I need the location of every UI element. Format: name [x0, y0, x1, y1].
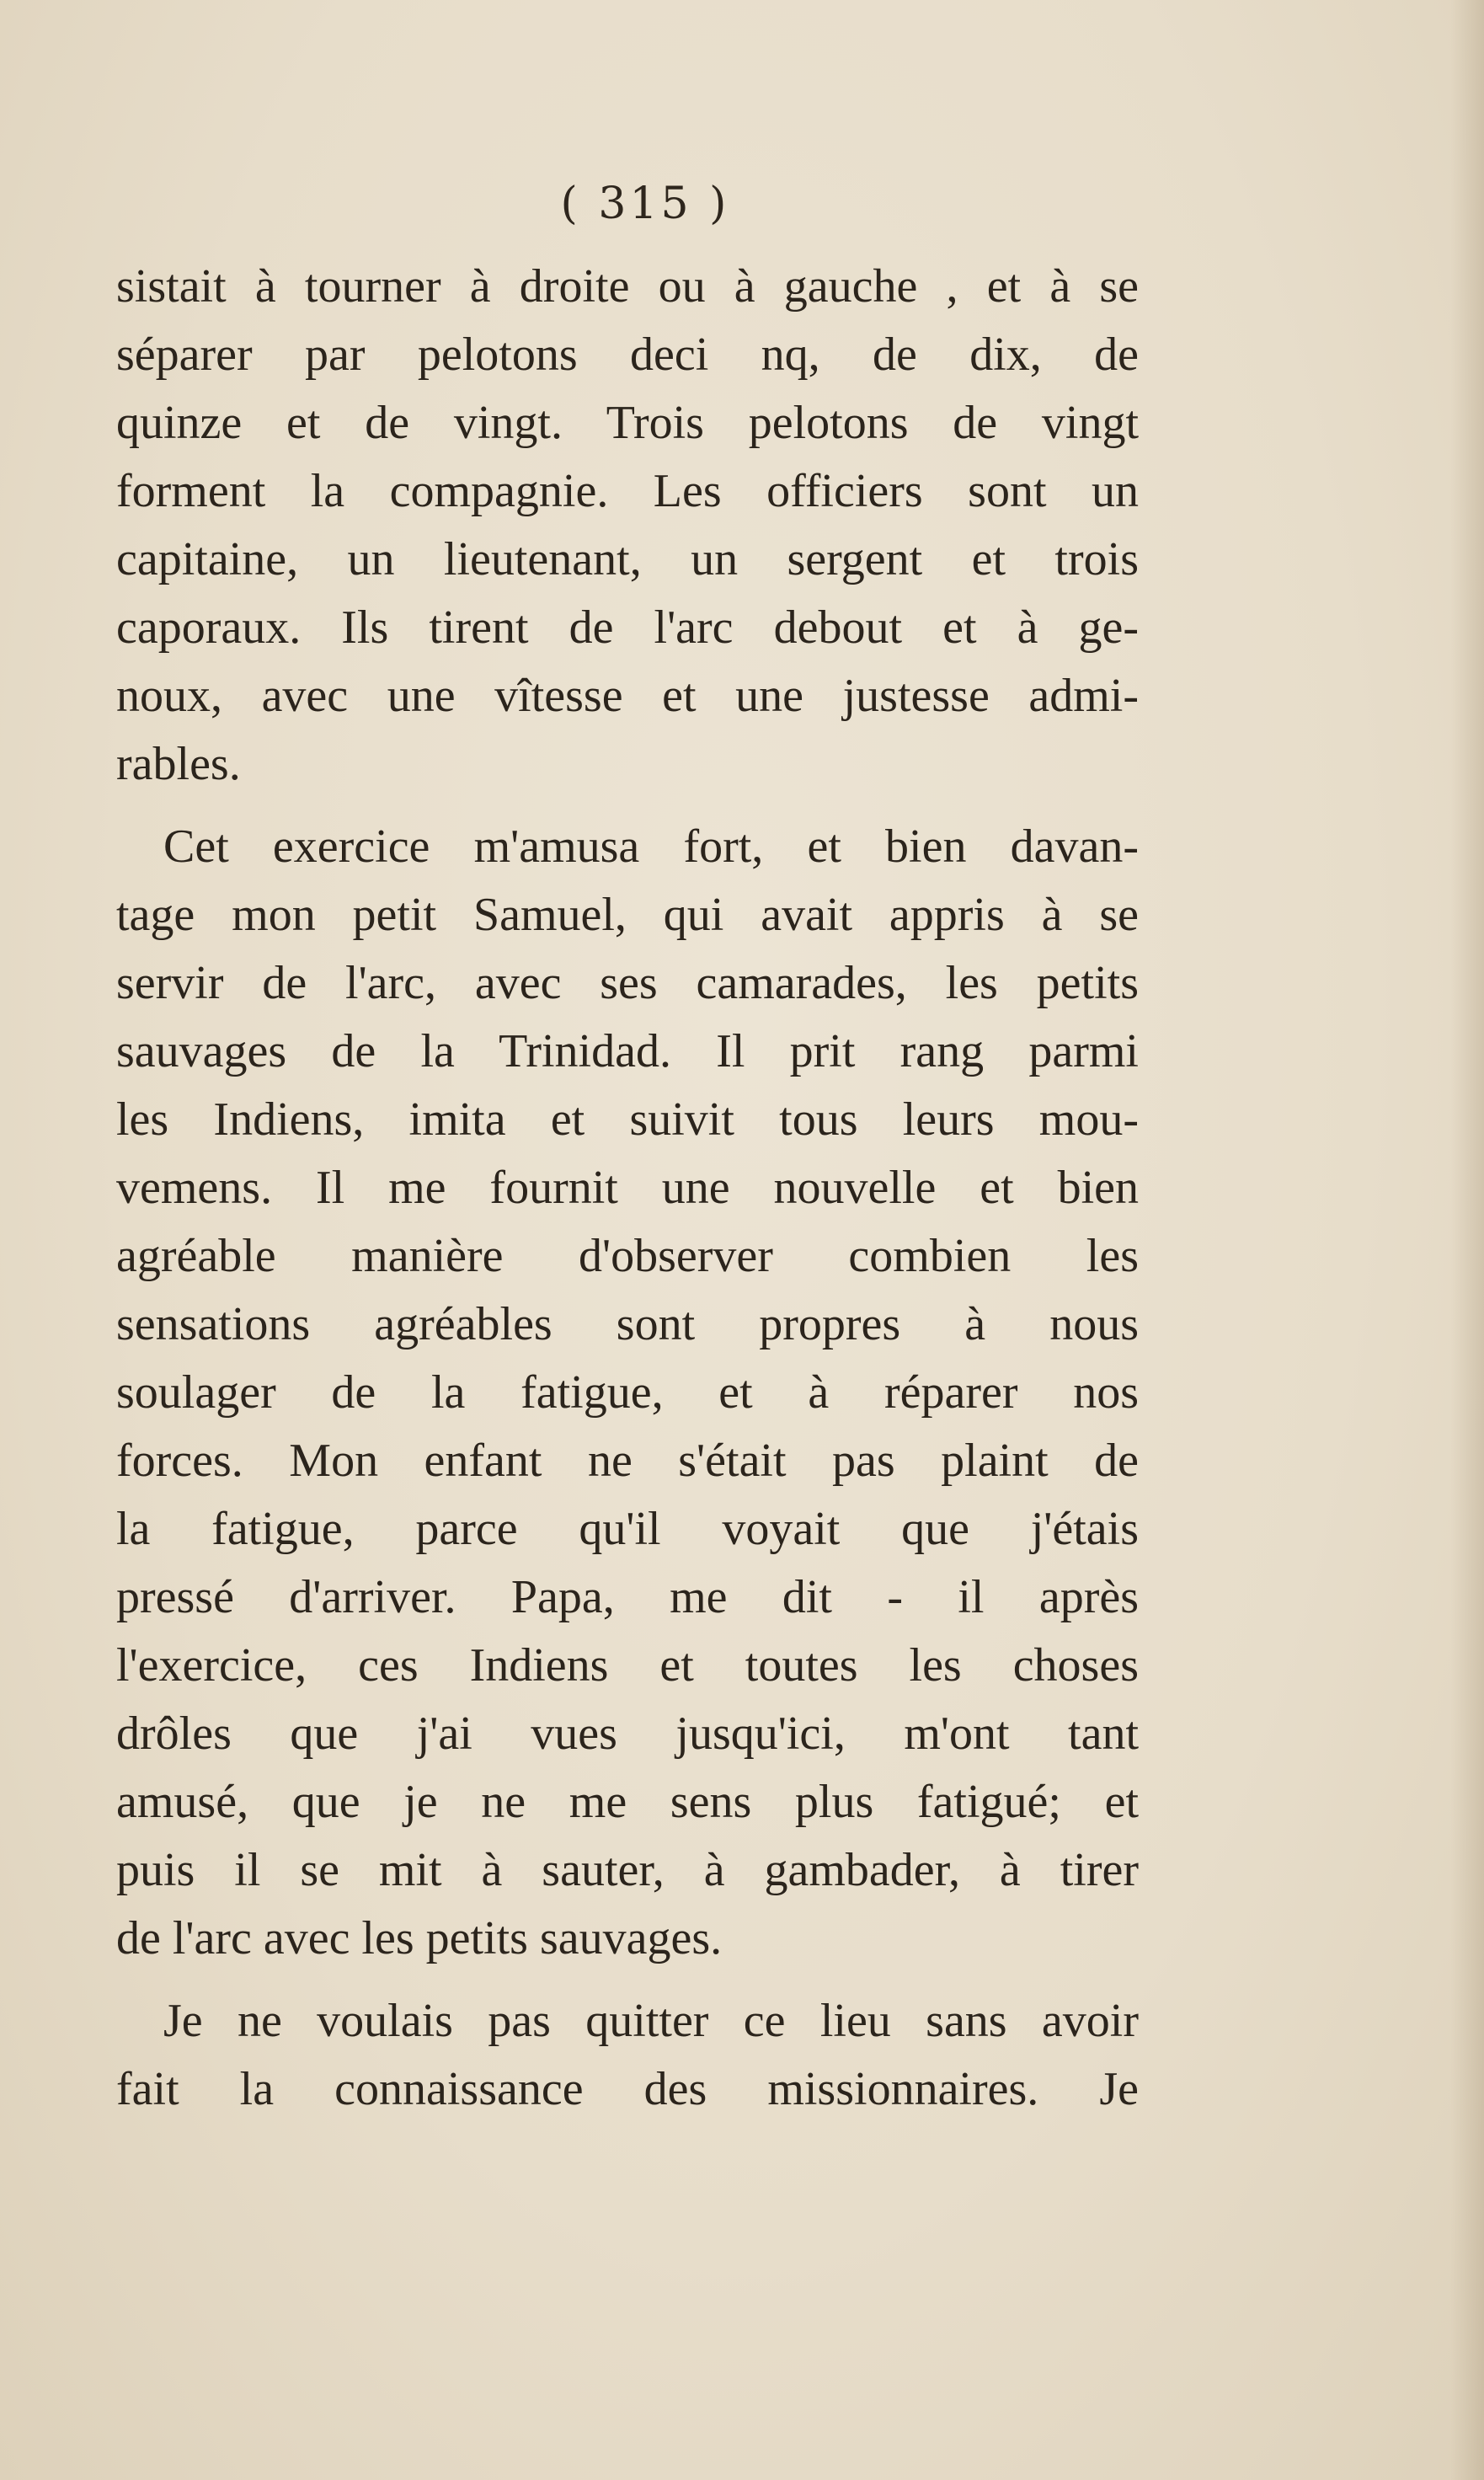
text-line: vemens. Il me fournit une nouvelle et bien	[116, 1162, 1139, 1214]
text-line: noux, avec une vîtesse et une justesse admi-	[116, 670, 1139, 722]
text-line: sistait à tourner à droite ou à gauche , et à se	[116, 260, 1139, 313]
text-line: quinze et de vingt. Trois pelotons de vingt	[116, 397, 1139, 449]
text-line: capitaine, un lieutenant, un sergent et trois	[116, 533, 1139, 585]
text-line: soulager de la fatigue, et à réparer nos	[116, 1366, 1139, 1419]
page-number: ( 315 )	[560, 179, 730, 229]
text-line: servir de l'arc, avec ses camarades, les petits	[116, 957, 1139, 1009]
text-line: rables.	[116, 738, 241, 790]
text-line: puis il se mit à sauter, à gambader, à tirer	[116, 1844, 1139, 1896]
text-line: forment la compagnie. Les officiers sont un	[116, 465, 1139, 517]
text-line: séparer par pelotons deci nq, de dix, de	[116, 329, 1139, 381]
body-text	[116, 253, 1139, 2124]
text-line: forces. Mon enfant ne s'était pas plaint de	[116, 1435, 1139, 1487]
text-line: amusé, que je ne me sens plus fatigué; et	[116, 1776, 1139, 1828]
text-line: pressé d'arriver. Papa, me dit - il après	[116, 1571, 1139, 1623]
text-line: agréable manière d'observer combien les	[116, 1230, 1139, 1282]
text-line: drôles que j'ai vues jusqu'ici, m'ont tant	[116, 1708, 1139, 1760]
text-line: Cet exercice m'amusa fort, et bien davan-	[163, 820, 1139, 873]
text-line: l'exercice, ces Indiens et toutes les choses	[116, 1639, 1139, 1692]
text-line: fait la connaissance des missionnaires. Je	[116, 2063, 1139, 2115]
text-line: Je ne voulais pas quitter ce lieu sans avoir	[163, 1995, 1139, 2047]
text-line: de l'arc avec les petits sauvages.	[116, 1912, 723, 1964]
text-line: la fatigue, parce qu'il voyait que j'étais	[116, 1503, 1139, 1555]
text-line: les Indiens, imita et suivit tous leurs mou-	[116, 1093, 1139, 1146]
text-line: caporaux. Ils tirent de l'arc debout et à ge-	[116, 601, 1139, 654]
text-line: tage mon petit Samuel, qui avait appris à se	[116, 889, 1139, 941]
text-line: sensations agréables sont propres à nous	[116, 1298, 1139, 1350]
text-line: sauvages de la Trinidad. Il prit rang parmi	[116, 1025, 1139, 1077]
